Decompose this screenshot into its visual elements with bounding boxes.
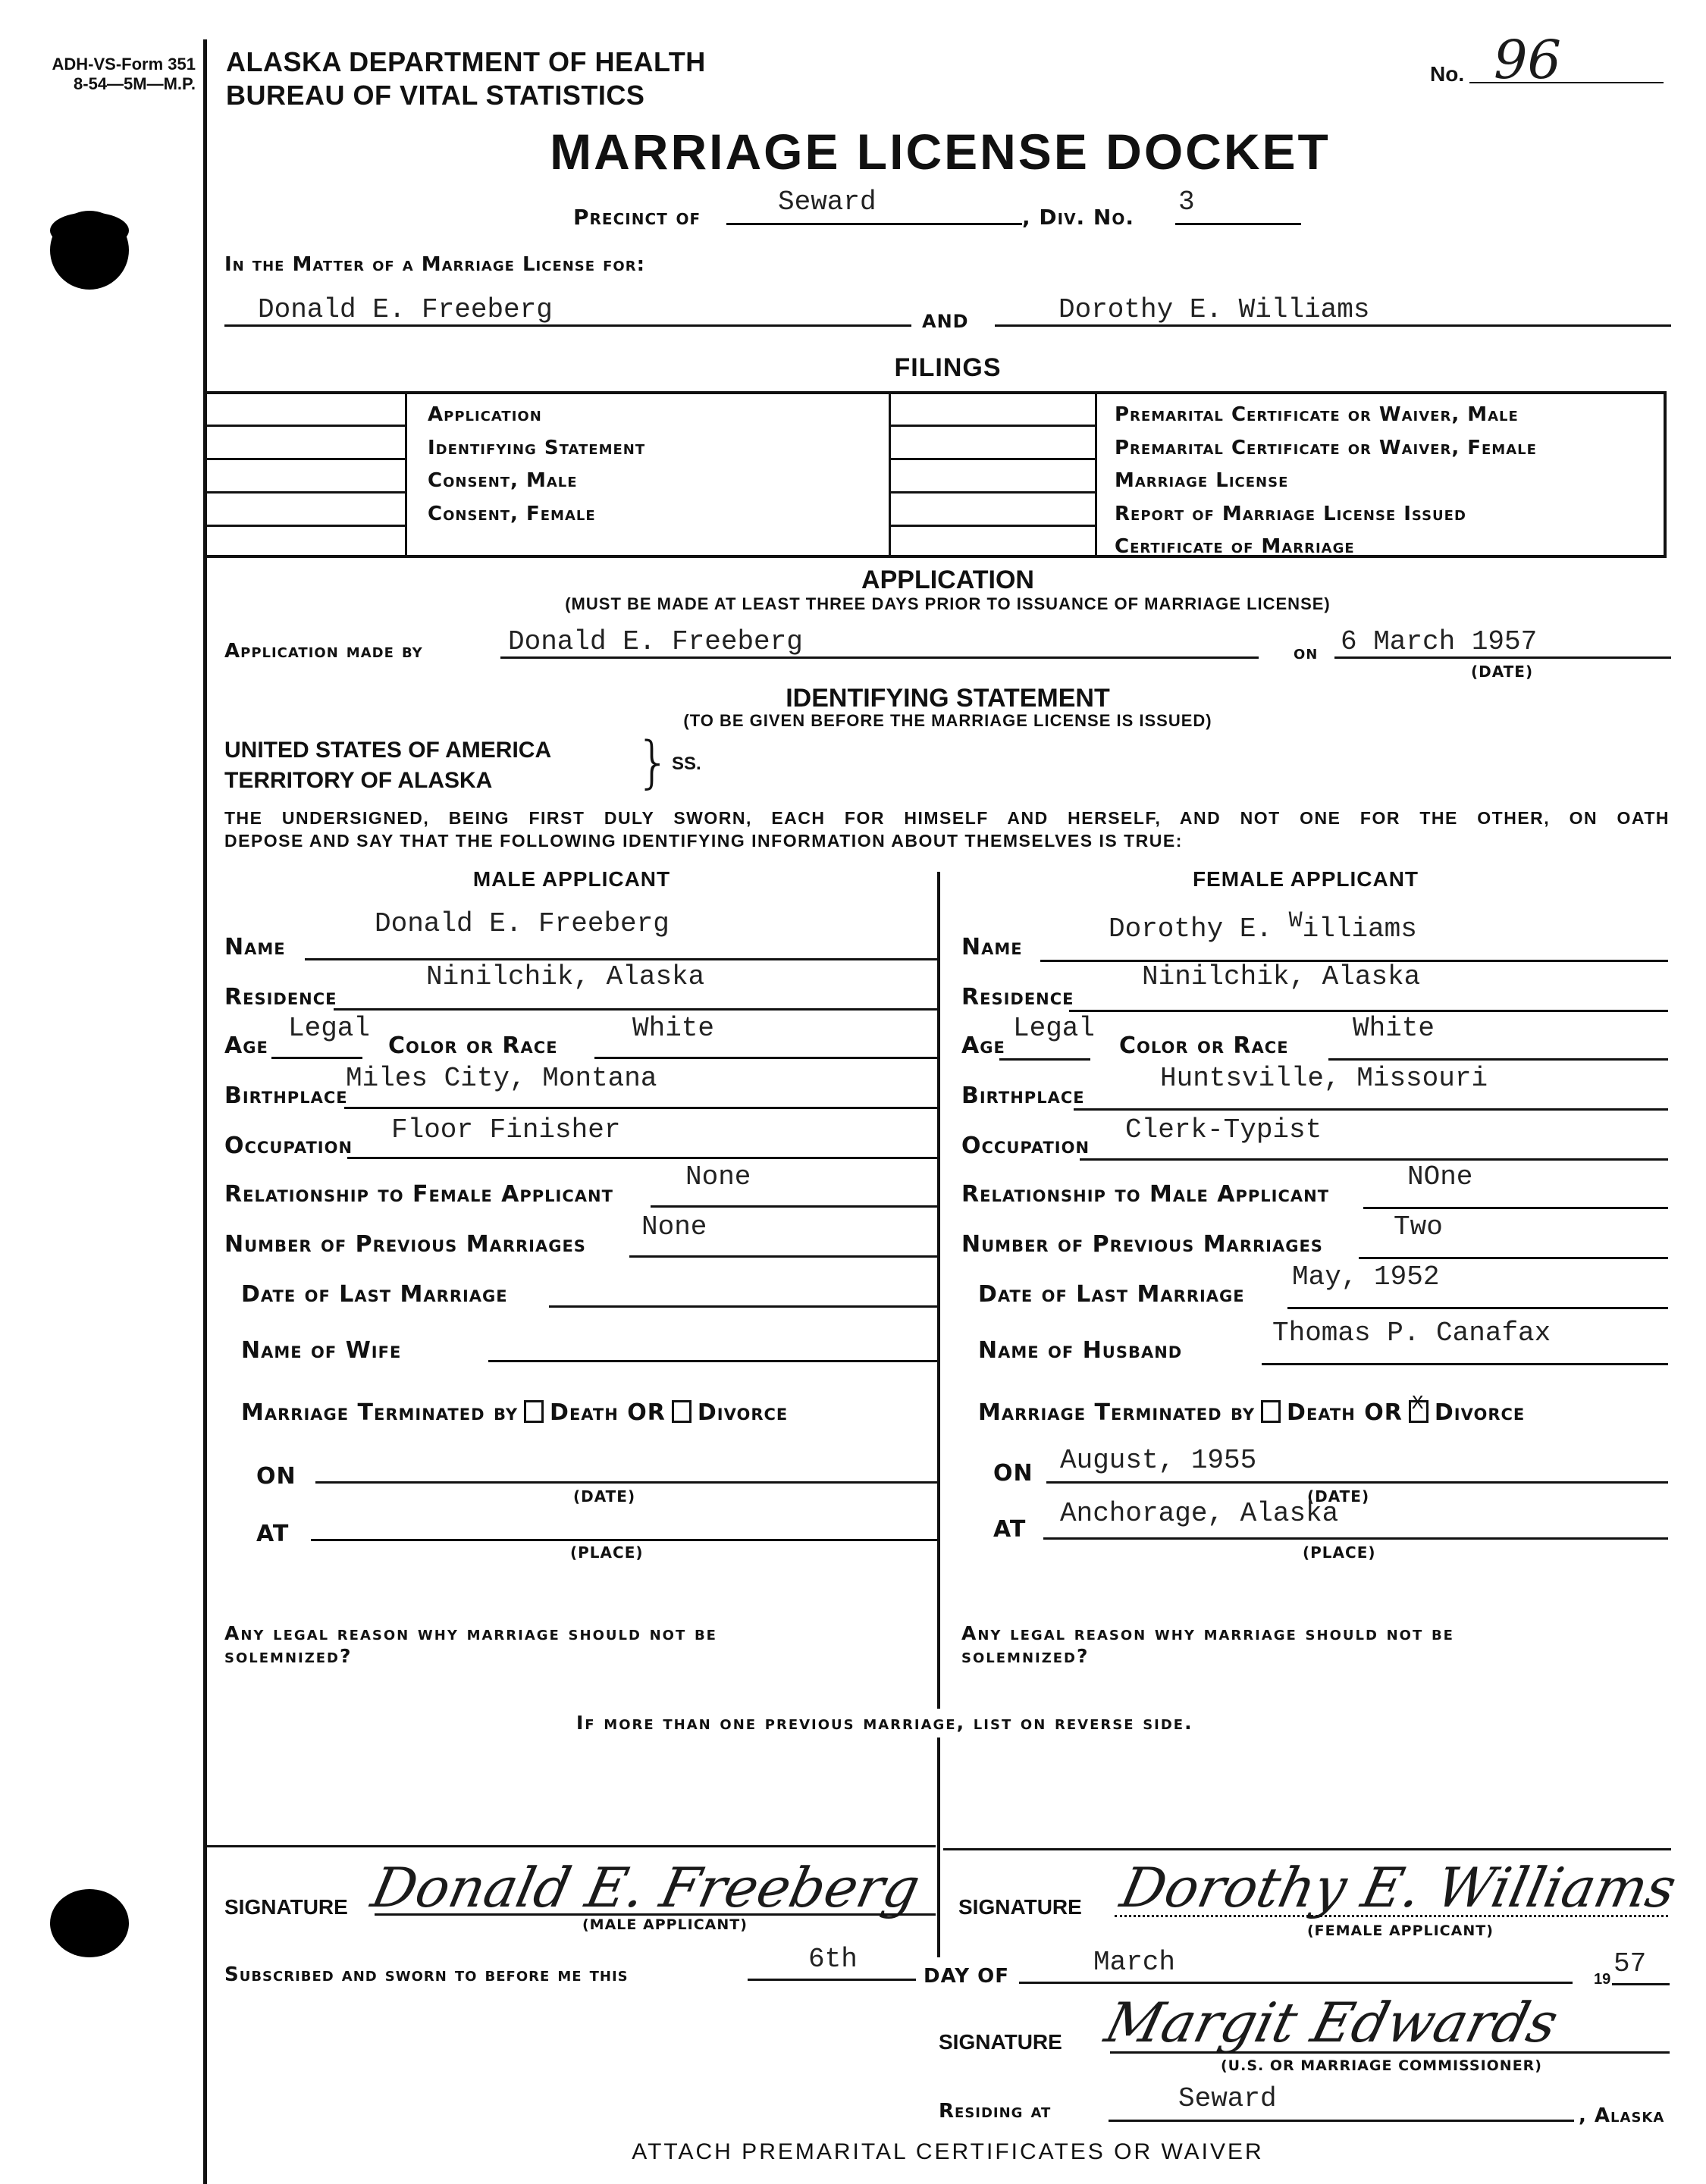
female-death-checkbox[interactable] xyxy=(1261,1400,1281,1423)
male-race-label: Color or Race xyxy=(388,1032,558,1059)
female-at-line xyxy=(1043,1537,1668,1540)
male-last-marriage-line xyxy=(549,1305,937,1308)
female-name-raised: W xyxy=(1288,908,1303,934)
docket-number xyxy=(1430,29,1673,91)
agency-line2: BUREAU OF VITAL STATISTICS xyxy=(226,80,645,111)
filings-heading: FILINGS xyxy=(894,353,1002,382)
filing-item: Consent, Male xyxy=(428,469,578,492)
filing-item: Premarital Certificate or Waiver, Female xyxy=(1115,436,1537,459)
male-name-label: Name xyxy=(224,934,286,960)
commissioner-caption: (U.S. OR MARRIAGE COMMISSIONER) xyxy=(1221,2057,1542,2074)
docket-number-value: 96 xyxy=(1494,29,1562,91)
punch-hole-bottom xyxy=(50,1889,129,1957)
female-prev-marriages-value[interactable]: Two xyxy=(1394,1211,1443,1242)
filing-checkbox-right-4[interactable] xyxy=(890,525,1095,527)
application-on-label: on xyxy=(1294,641,1319,664)
commissioner-signature[interactable]: Margit Edwards xyxy=(1099,1991,1565,2054)
precinct-value: Seward xyxy=(778,186,877,218)
filing-checkbox-right-3[interactable] xyxy=(890,491,1095,494)
male-terminated-label: Marriage Terminated by xyxy=(241,1399,519,1426)
application-date-value: 6 March 1957 xyxy=(1341,626,1538,657)
oath-month-value[interactable]: March xyxy=(1093,1947,1176,1978)
female-terminated-row xyxy=(978,1392,1526,1426)
female-last-marriage-value[interactable]: May, 1952 xyxy=(1292,1261,1440,1293)
male-date-caption: (DATE) xyxy=(573,1487,636,1506)
venue-brace-icon: } xyxy=(635,730,672,795)
male-signature-caption: (MALE APPLICANT) xyxy=(582,1916,748,1933)
male-signature-label: SIGNATURE xyxy=(224,1895,348,1919)
male-occupation-label: Occupation xyxy=(224,1133,353,1159)
male-birthplace-line xyxy=(344,1107,937,1109)
male-heading: MALE APPLICANT xyxy=(472,867,671,891)
female-legal-reason-line1: Any legal reason why marriage should not be xyxy=(961,1622,1454,1644)
filing-item: Report of Marriage License Issued xyxy=(1115,502,1466,525)
female-name-main: Dorothy E. xyxy=(1109,913,1289,945)
venue-ss: SS. xyxy=(672,754,701,774)
male-legal-reason xyxy=(224,1622,717,1668)
female-age-value[interactable]: Legal xyxy=(1013,1013,1096,1044)
male-applicant-section xyxy=(206,864,937,1850)
commissioner-signature-label: SIGNATURE xyxy=(939,2030,1062,2054)
female-spouse-value[interactable]: Thomas P. Canafax xyxy=(1272,1318,1551,1349)
male-name-value[interactable]: Donald E. Freeberg xyxy=(375,908,670,939)
div-label: , Div. No. xyxy=(1022,205,1135,230)
female-race-label: Color or Race xyxy=(1119,1032,1289,1059)
male-residence-label: Residence xyxy=(224,984,337,1011)
precinct-label: Precinct of xyxy=(573,205,701,230)
filings-col-divider xyxy=(405,394,407,558)
female-occupation-value[interactable]: Clerk-Typist xyxy=(1125,1114,1322,1145)
female-at-value[interactable]: Anchorage, Alaska xyxy=(1060,1498,1339,1529)
male-signature[interactable]: Donald E. Freeberg xyxy=(366,1856,926,1919)
female-divorce-check-mark: X xyxy=(1411,1392,1425,1415)
application-made-by-label: Application made by xyxy=(224,640,423,663)
male-birthplace-label: Birthplace xyxy=(224,1083,348,1109)
male-relationship-value[interactable]: None xyxy=(685,1161,751,1192)
form-id-line2: 8-54—5M—M.P. xyxy=(74,74,196,93)
male-last-marriage-label: Date of Last Marriage xyxy=(241,1281,508,1308)
agency-line1: ALASKA DEPARTMENT OF HEALTH xyxy=(226,46,706,77)
docket-number-label: No. xyxy=(1430,62,1465,86)
female-residence-label: Residence xyxy=(961,984,1074,1011)
matter-label: In the Matter of a Marriage License for: xyxy=(224,253,645,276)
male-death-checkbox[interactable] xyxy=(524,1400,544,1423)
male-prev-marriages-line xyxy=(629,1255,937,1258)
application-subheading: (MUST BE MADE AT LEAST THREE DAYS PRIOR TO ISSUANCE OF MARRIAGE LICENSE) xyxy=(565,594,1331,613)
filings-col-divider xyxy=(1095,394,1097,558)
female-death-label: Death OR xyxy=(1287,1399,1403,1426)
male-spouse-line xyxy=(488,1360,937,1362)
male-prev-marriages-label: Number of Previous Marriages xyxy=(224,1231,586,1258)
female-relationship-value[interactable]: NOne xyxy=(1407,1161,1473,1192)
oath-year-prefix: 19 xyxy=(1594,1971,1611,1988)
male-residence-line xyxy=(334,1008,937,1011)
female-terminated-label: Marriage Terminated by xyxy=(978,1399,1256,1426)
filing-item: Marriage License xyxy=(1115,469,1289,492)
female-birthplace-value[interactable]: Huntsville, Missouri xyxy=(1160,1063,1488,1094)
oath-day-of-label: DAY OF xyxy=(924,1965,1009,1988)
female-heading: FEMALE APPLICANT xyxy=(1192,867,1419,891)
application-date-caption: (DATE) xyxy=(1471,663,1534,681)
male-terminated-row xyxy=(241,1399,788,1426)
party-female-line xyxy=(995,324,1671,327)
oath-day-value[interactable]: 6th xyxy=(808,1944,858,1975)
male-occupation-value[interactable]: Floor Finisher xyxy=(391,1114,621,1145)
div-value: 3 xyxy=(1178,186,1195,218)
male-on-label: ON xyxy=(256,1463,296,1490)
signature-separator-left xyxy=(206,1845,936,1847)
female-date-caption: (DATE) xyxy=(1307,1487,1370,1506)
female-on-value[interactable]: August, 1955 xyxy=(1060,1445,1257,1476)
female-legal-reason-line2: solemnized? xyxy=(961,1645,1090,1667)
identifying-heading: IDENTIFYING STATEMENT xyxy=(786,684,1110,713)
subscribed-label: Subscribed and sworn to before me this xyxy=(224,1963,629,1986)
filing-item: Identifying Statement xyxy=(428,436,646,459)
residing-label: Residing at xyxy=(939,2100,1052,2123)
female-race-line xyxy=(1328,1058,1668,1061)
application-heading: APPLICATION xyxy=(861,566,1034,594)
male-age-line xyxy=(271,1057,362,1059)
female-age-label: Age xyxy=(961,1032,1005,1059)
filing-checkbox-left-2[interactable] xyxy=(206,458,405,460)
div-line xyxy=(1175,223,1301,225)
female-at-label: AT xyxy=(993,1516,1027,1543)
male-relationship-label: Relationship to Female Applicant xyxy=(224,1181,613,1208)
party-male: Donald E. Freeberg xyxy=(258,294,553,325)
precinct-line xyxy=(726,223,1022,225)
residing-line xyxy=(1109,2120,1574,2122)
filings-right-list xyxy=(1115,399,1537,564)
female-occupation-line xyxy=(1080,1158,1668,1161)
female-residence-line xyxy=(1069,1010,1668,1012)
female-signature[interactable]: Dorothy E. Williams xyxy=(1115,1856,1682,1919)
male-signature-line xyxy=(375,1913,936,1916)
male-name-line xyxy=(305,958,937,960)
male-spouse-label: Name of Wife xyxy=(241,1337,402,1364)
filing-item: Certificate of Marriage xyxy=(1115,535,1355,558)
footer-instruction: ATTACH PREMARITAL CERTIFICATES OR WAIVER xyxy=(632,2139,1264,2164)
female-signature-label: SIGNATURE xyxy=(958,1895,1082,1919)
male-residence-value[interactable]: Ninilchik, Alaska xyxy=(426,961,705,992)
female-name-rest: illiams xyxy=(1302,913,1417,945)
female-race-value[interactable]: White xyxy=(1353,1013,1435,1044)
oath-line1: THE UNDERSIGNED, BEING FIRST DULY SWORN, EACH FOR HIMSELF AND HERSELF, AND NOT ONE FOR THE OTHER, ON OATH xyxy=(224,808,1670,828)
filings-col-divider xyxy=(889,394,891,558)
female-signature-line xyxy=(1115,1915,1668,1917)
oath-day-line xyxy=(748,1979,916,1981)
female-divorce-label: Divorce xyxy=(1434,1399,1526,1426)
oath-text xyxy=(224,807,1670,852)
filing-checkbox-right-1[interactable] xyxy=(890,425,1095,427)
oath-line2: DEPOSE AND SAY THAT THE FOLLOWING IDENTIFYING INFORMATION ABOUT THEMSELVES IS TRUE: xyxy=(224,831,1183,851)
male-divorce-label: Divorce xyxy=(697,1399,789,1426)
female-last-marriage-label: Date of Last Marriage xyxy=(978,1281,1245,1308)
residing-value[interactable]: Seward xyxy=(1178,2083,1277,2114)
male-death-label: Death OR xyxy=(550,1399,666,1426)
female-prev-marriages-line xyxy=(1359,1257,1668,1259)
female-on-label: ON xyxy=(993,1460,1033,1487)
female-spouse-label: Name of Husband xyxy=(978,1337,1183,1364)
female-relationship-line xyxy=(1363,1207,1668,1209)
precinct-row xyxy=(573,186,1331,232)
oath-year-line xyxy=(1612,1983,1670,1985)
female-divorce-checkbox[interactable] xyxy=(1409,1392,1428,1423)
agency-header xyxy=(226,45,706,112)
female-legal-reason xyxy=(961,1622,1454,1668)
filing-checkbox-right-2[interactable] xyxy=(890,458,1095,460)
filing-item: Consent, Female xyxy=(428,502,596,525)
male-race-value[interactable]: White xyxy=(632,1013,715,1044)
female-applicant-section xyxy=(940,864,1671,1850)
male-occupation-line xyxy=(347,1157,937,1159)
party-male-line xyxy=(224,324,911,327)
party-female: Dorothy E. Williams xyxy=(1058,294,1370,325)
male-at-line xyxy=(311,1539,937,1541)
filing-item: Premarital Certificate or Waiver, Male xyxy=(1115,403,1519,426)
female-prev-marriages-label: Number of Previous Marriages xyxy=(961,1231,1323,1258)
oath-month-line xyxy=(1019,1982,1573,1984)
male-divorce-checkbox[interactable] xyxy=(672,1400,691,1423)
punch-hole-top-circle xyxy=(50,211,129,290)
male-place-caption: (PLACE) xyxy=(570,1543,644,1562)
female-last-marriage-line xyxy=(1287,1307,1668,1309)
male-relationship-line xyxy=(651,1205,937,1208)
commissioner-signature-line xyxy=(1110,2051,1670,2054)
female-relationship-label: Relationship to Male Applicant xyxy=(961,1181,1330,1208)
female-name-value[interactable] xyxy=(1109,908,1417,945)
female-place-caption: (PLACE) xyxy=(1303,1543,1376,1562)
filing-checkbox-left-1[interactable] xyxy=(206,425,405,427)
form-id xyxy=(6,55,196,94)
form-id-line1: ADH-VS-Form 351 xyxy=(52,55,196,74)
residing-state: , Alaska xyxy=(1579,2104,1665,2127)
female-name-label: Name xyxy=(961,934,1023,960)
female-occupation-label: Occupation xyxy=(961,1133,1090,1159)
docket-number-line xyxy=(1469,82,1664,83)
reverse-side-note: If more than one previous marriage, list on reverse side. xyxy=(573,1712,1196,1734)
male-at-label: AT xyxy=(256,1521,290,1547)
male-birthplace-value[interactable]: Miles City, Montana xyxy=(346,1063,657,1094)
signature-separator-right xyxy=(943,1848,1671,1850)
male-race-line xyxy=(594,1057,937,1059)
female-birthplace-line xyxy=(1074,1108,1668,1111)
identifying-subheading: (TO BE GIVEN BEFORE THE MARRIAGE LICENSE IS ISSUED) xyxy=(683,711,1212,730)
female-residence-value[interactable]: Ninilchik, Alaska xyxy=(1142,961,1421,992)
female-on-line xyxy=(1046,1481,1668,1484)
application-date-line xyxy=(1334,656,1671,659)
filing-checkbox-left-4[interactable] xyxy=(206,525,405,527)
female-age-line xyxy=(999,1058,1090,1061)
male-legal-reason-line2: solemnized? xyxy=(224,1645,353,1667)
filing-item: Application xyxy=(428,403,542,426)
application-made-by-line xyxy=(500,656,1259,659)
male-age-label: Age xyxy=(224,1032,268,1059)
female-spouse-line xyxy=(1262,1363,1668,1365)
female-birthplace-label: Birthplace xyxy=(961,1083,1085,1109)
male-prev-marriages-value[interactable]: None xyxy=(641,1211,707,1242)
page-title: MARRIAGE LICENSE DOCKET xyxy=(550,124,1331,180)
application-made-by-value: Donald E. Freeberg xyxy=(508,626,803,657)
oath-year-value[interactable]: 57 xyxy=(1613,1948,1647,1979)
venue xyxy=(224,735,551,796)
male-on-line xyxy=(315,1481,937,1484)
male-age-value[interactable]: Legal xyxy=(288,1013,371,1044)
filings-left-list xyxy=(428,399,645,531)
venue-line2: TERRITORY OF ALASKA xyxy=(224,768,493,793)
filings-table xyxy=(206,391,1667,558)
female-signature-caption: (FEMALE APPLICANT) xyxy=(1307,1922,1494,1939)
venue-line1: UNITED STATES OF AMERICA xyxy=(224,738,552,763)
filing-checkbox-left-3[interactable] xyxy=(206,491,405,494)
and-label: AND xyxy=(922,311,969,332)
male-legal-reason-line1: Any legal reason why marriage should not be xyxy=(224,1622,717,1644)
